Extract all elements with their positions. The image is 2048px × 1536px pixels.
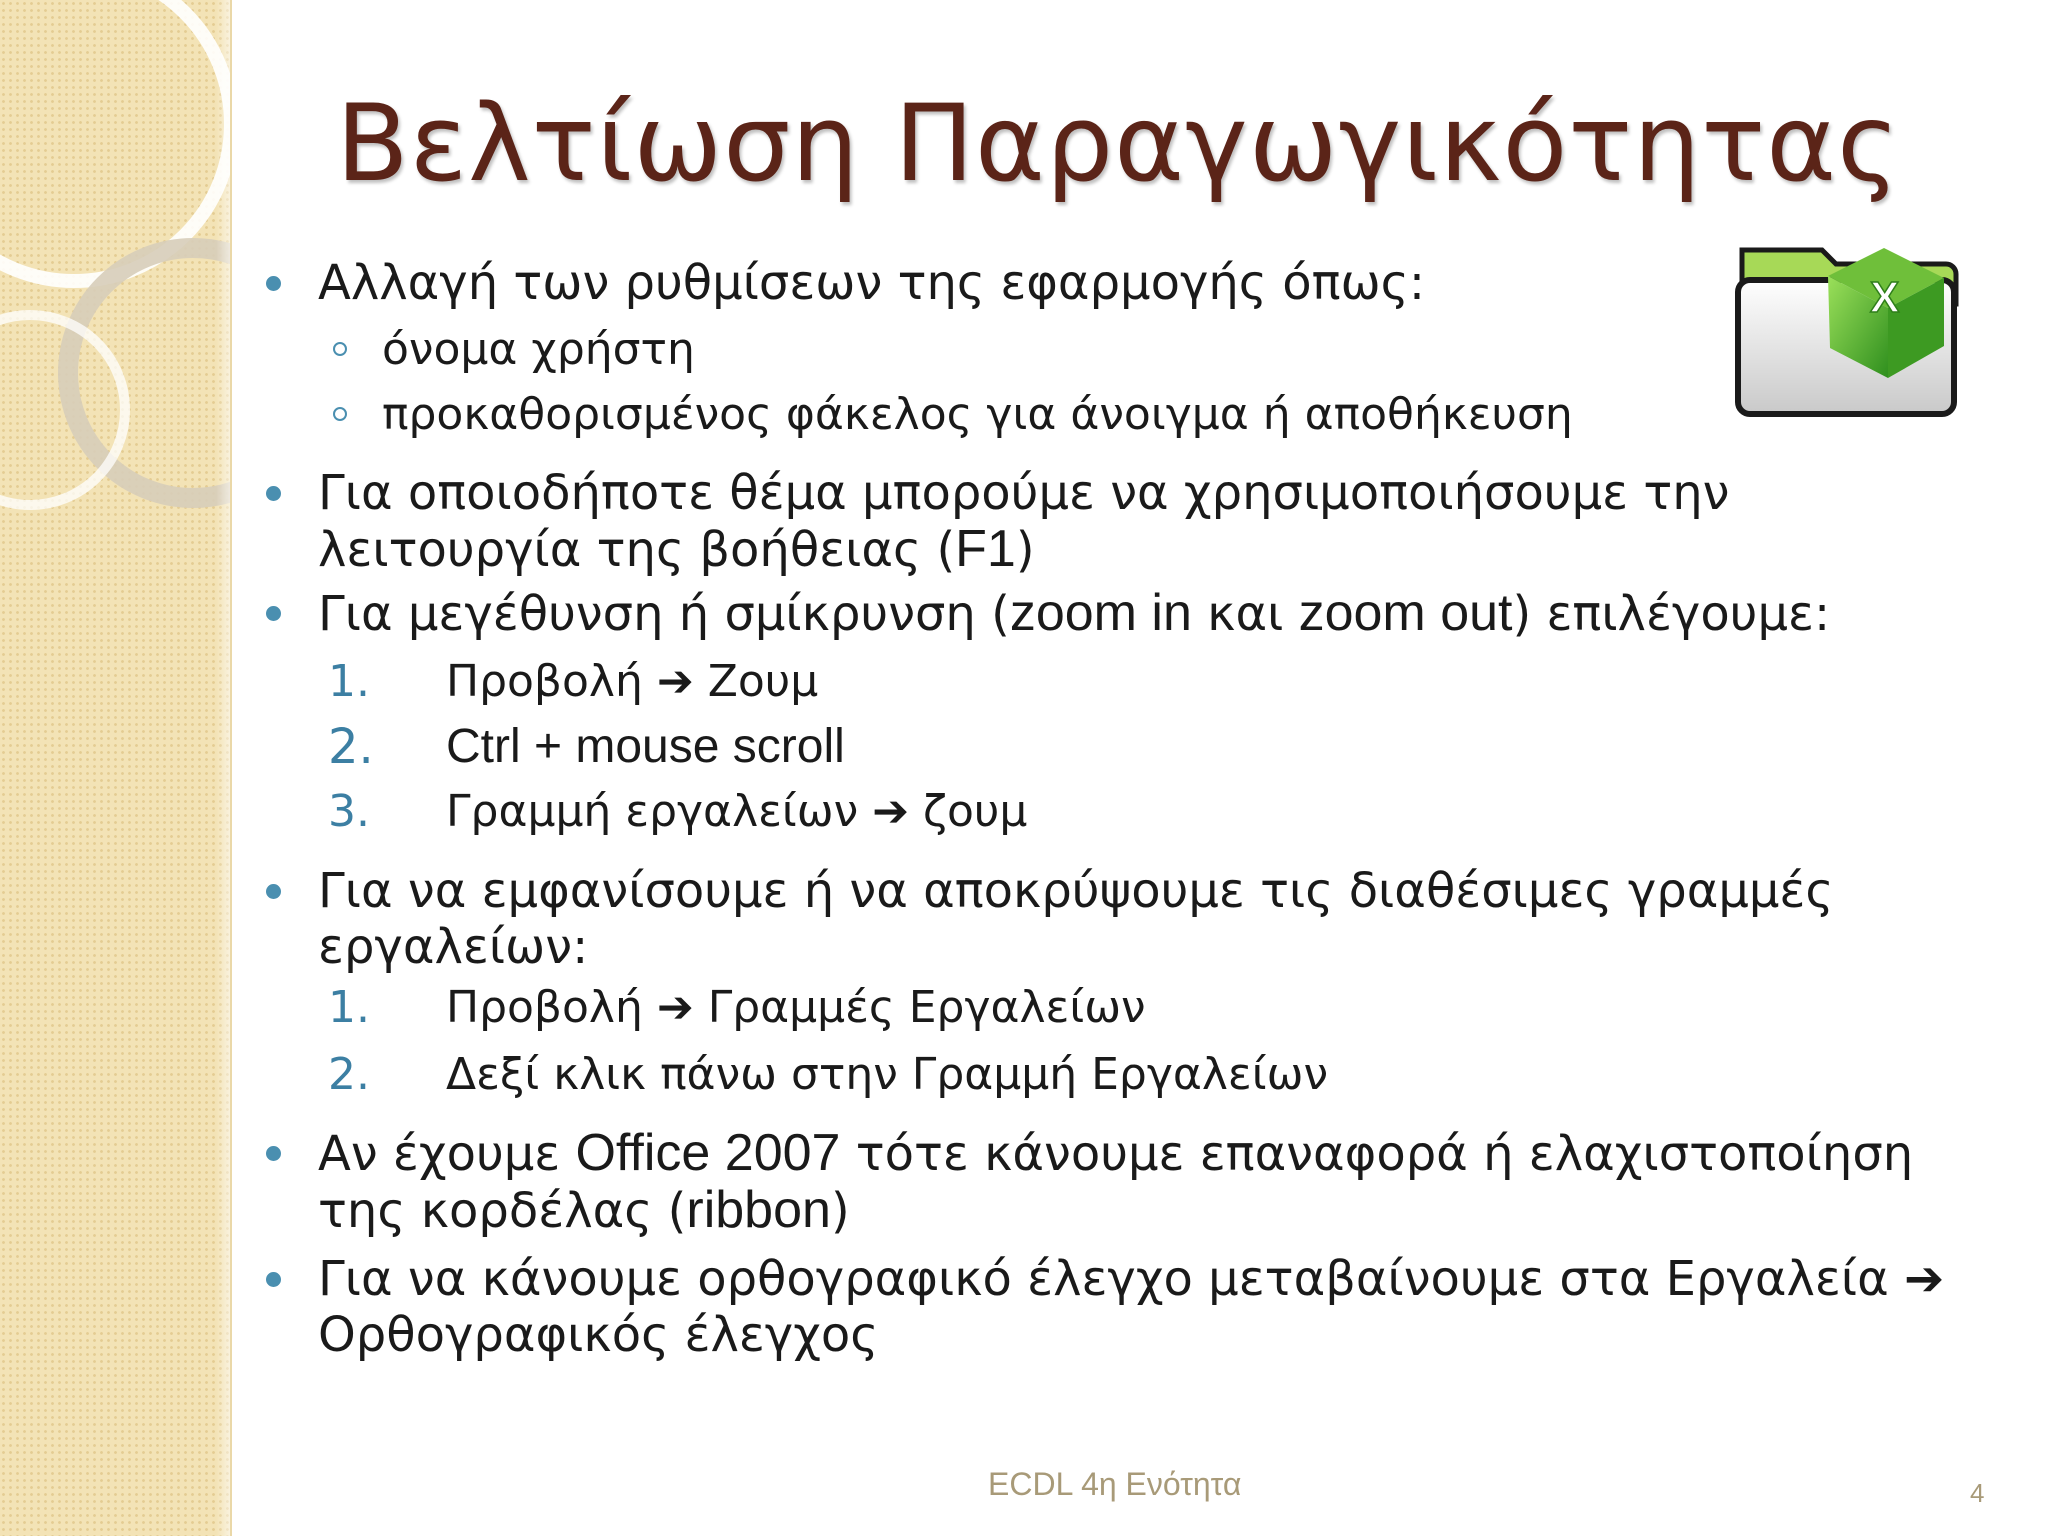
svg-text:X: X xyxy=(1870,273,1900,322)
item-number: 3. xyxy=(328,786,370,837)
decorative-side-strip xyxy=(0,0,232,1536)
item-number: 1. xyxy=(328,656,370,707)
bullet-item xyxy=(318,255,1425,311)
bullet-text: της κορδέλας ( xyxy=(318,1183,687,1239)
item-text: Προβολή ➔ Γραμμές Εργαλείων xyxy=(446,982,1146,1033)
bullet-text: και xyxy=(1191,586,1299,642)
bullet-text: Για να κάνουμε ορθογραφικό έλεγχο μεταβαίνουμε στα Εργαλεία ➔ xyxy=(318,1251,1945,1307)
zoom-out-term: zoom out xyxy=(1298,584,1513,642)
bullet-text: ) xyxy=(830,1183,850,1239)
bullet-item xyxy=(318,465,1729,578)
zoom-in-term: zoom in xyxy=(1009,584,1192,642)
bullet-text: ) xyxy=(1015,522,1035,578)
item-text: Ctrl + mouse scroll xyxy=(446,720,845,773)
item-text: Γραμμή εργαλείων ➔ ζουμ xyxy=(446,786,1028,837)
sub-item xyxy=(382,323,695,377)
slide-footer: ECDL 4η Ενότητα xyxy=(988,1466,1242,1502)
bullet-icon xyxy=(266,276,281,291)
page-number: 4 xyxy=(1970,1478,1985,1508)
bullet-text: Αν έχουμε xyxy=(318,1126,576,1182)
bullet-icon xyxy=(266,1272,281,1287)
bullet-icon xyxy=(266,606,281,621)
bullet-text: λειτουργία της βοήθειας ( xyxy=(318,522,956,578)
ribbon-term: ribbon xyxy=(686,1181,831,1239)
bullet-item xyxy=(318,1251,1944,1363)
slide-title: Βελτίωση Παραγωγικότητας xyxy=(336,82,1901,205)
bullet-text: τότε κάνουμε επαναφορά ή ελαχιστοποίηση xyxy=(840,1126,1914,1182)
bullet-text: Αλλαγή των ρυθμίσεων της εφαρμογής όπως: xyxy=(318,255,1425,311)
bullet-text: Για να εμφανίσουμε ή να αποκρύψουμε τις διαθέσιμες γραμμές xyxy=(318,863,1834,919)
bullet-icon xyxy=(266,884,281,899)
sub-item xyxy=(382,388,1573,442)
circle-bullet-icon xyxy=(333,407,347,421)
sub-item-text: προκαθορισμένος φάκελος για άνοιγμα ή αποθήκευση xyxy=(382,389,1573,440)
office-2007-term: Office 2007 xyxy=(575,1124,841,1182)
key-f1: F1 xyxy=(955,520,1016,578)
item-text: Δεξί κλικ πάνω στην Γραμμή Εργαλείων xyxy=(446,1049,1329,1100)
circle-bullet-icon xyxy=(333,342,347,356)
bullet-text: Ορθογραφικός έλεγχος xyxy=(318,1307,879,1363)
bullet-icon xyxy=(266,486,281,501)
bullet-text: Για μεγέθυνση ή σμίκρυνση ( xyxy=(318,586,1010,642)
bullet-item xyxy=(318,585,1830,642)
bullet-text: Για οποιοδήποτε θέμα μπορούμε να χρησιμοποιήσουμε την xyxy=(318,465,1730,521)
excel-folder-icon xyxy=(1732,240,1964,424)
sub-item-text: όνομα χρήστη xyxy=(382,324,695,375)
bullet-item xyxy=(318,863,1834,975)
bullet-text: εργαλείων: xyxy=(318,919,589,975)
item-number: 1. xyxy=(328,982,370,1033)
item-number: 2. xyxy=(328,1049,370,1100)
bullet-item xyxy=(318,1125,1913,1239)
bullet-icon xyxy=(266,1146,281,1161)
item-text: Προβολή ➔ Ζουμ xyxy=(446,656,819,707)
bullet-text: ) επιλέγουμε: xyxy=(1512,586,1831,642)
item-number: 2. xyxy=(328,719,374,775)
